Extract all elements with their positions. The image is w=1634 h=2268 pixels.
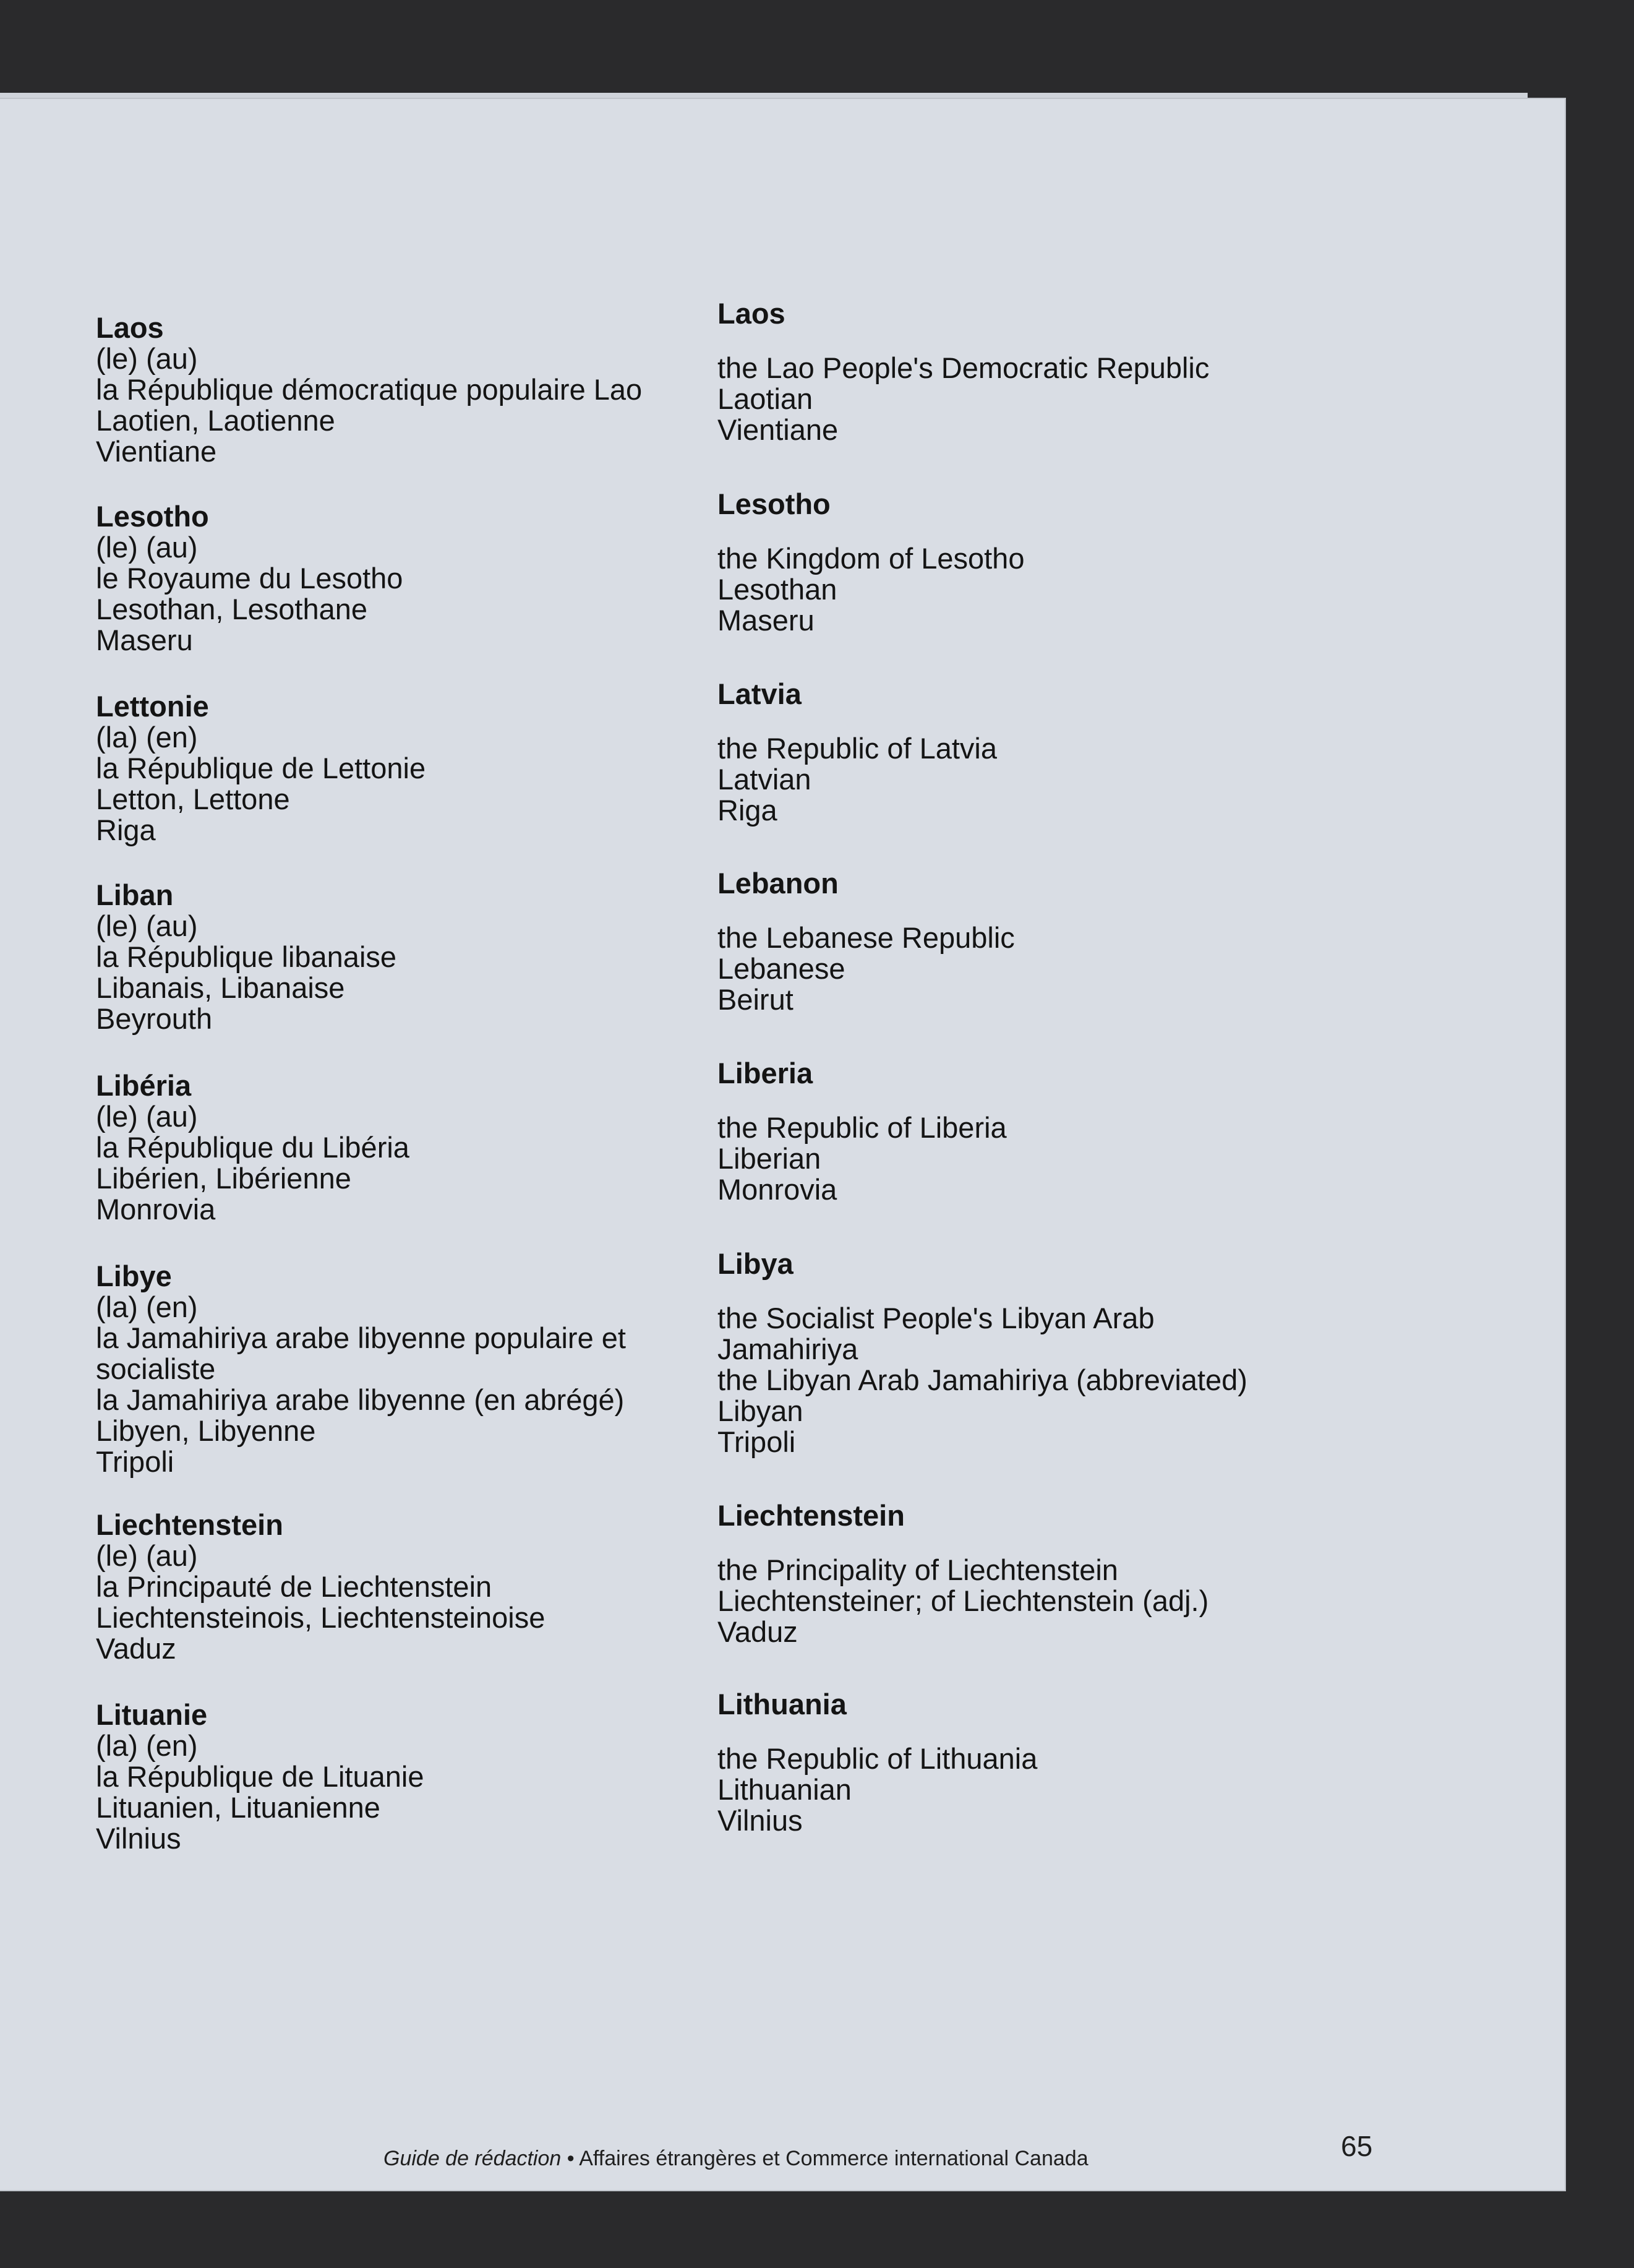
- country-name: Lithuania: [717, 1688, 847, 1720]
- entry-line: Monrovia: [96, 1193, 216, 1226]
- entry-line: socialiste: [96, 1352, 216, 1385]
- country-name: Lesotho: [717, 488, 831, 520]
- entry-line: the Kingdom of Lesotho: [717, 542, 1025, 575]
- entry-line: la République de Lettonie: [96, 752, 426, 784]
- entry-line: Laotian: [717, 382, 813, 415]
- entry-line: la Principauté de Liechtenstein: [96, 1570, 492, 1603]
- entry-line: Maseru: [96, 624, 193, 656]
- entry-line: la Jamahiriya arabe libyenne populaire et: [96, 1321, 626, 1354]
- entry-line: the Socialist People's Libyan Arab: [717, 1302, 1155, 1334]
- country-entry-en: [717, 1248, 1336, 1458]
- entry-line: Lebanese: [717, 952, 845, 985]
- entry-line: (le) (au): [96, 1539, 198, 1572]
- entry-line: la République de Lituanie: [96, 1760, 424, 1793]
- footer-guide-title: Guide de rédaction: [383, 2147, 562, 2170]
- entry-line: Vilnius: [96, 1822, 181, 1855]
- country-name: Lettonie: [96, 690, 209, 723]
- entry-line: Laotien, Laotienne: [96, 404, 335, 437]
- entry-line: la République démocratique populaire Lao: [96, 373, 643, 406]
- entry-line: Libanais, Libanaise: [96, 971, 345, 1004]
- entry-line: Tripoli: [96, 1445, 174, 1478]
- entry-line: (la) (en): [96, 1729, 198, 1762]
- entry-line: Vaduz: [96, 1632, 176, 1665]
- country-entry-fr: [96, 880, 714, 1034]
- entry-line: le Royaume du Lesotho: [96, 562, 403, 595]
- country-name: Laos: [717, 297, 785, 330]
- entry-line: (le) (au): [96, 909, 198, 942]
- entry-line: the Libyan Arab Jamahiriya (abbreviated): [717, 1364, 1247, 1396]
- footer-publisher: Affaires étrangères et Commerce international Canada: [579, 2147, 1089, 2170]
- entry-line: la République du Libéria: [96, 1131, 409, 1164]
- entry-line: the Lebanese Republic: [717, 921, 1015, 954]
- entry-line: Vientiane: [96, 435, 217, 468]
- country-entry-fr: [96, 1070, 714, 1225]
- country-name: Latvia: [717, 677, 802, 710]
- entry-line: (le) (au): [96, 1100, 198, 1133]
- entry-line: Lesothan: [717, 573, 837, 606]
- entry-line: Beyrouth: [96, 1002, 213, 1035]
- country-entry-en: [717, 298, 1336, 445]
- entry-line: the Lao People's Democratic Republic: [717, 351, 1210, 384]
- entry-line: Latvian: [717, 763, 811, 796]
- entry-line: Vilnius: [717, 1804, 803, 1837]
- entry-line: Lesothan, Lesothane: [96, 593, 368, 625]
- country-entry-fr: [96, 691, 714, 846]
- country-name: Libéria: [96, 1069, 192, 1102]
- entry-line: Libérien, Libérienne: [96, 1162, 351, 1195]
- entry-line: Jamahiriya: [717, 1333, 858, 1365]
- country-entry-en: [717, 1500, 1336, 1647]
- entry-line: Riga: [717, 794, 777, 827]
- entry-line: Maseru: [717, 604, 815, 637]
- country-name: Libye: [96, 1260, 172, 1292]
- entry-line: Lithuanian: [717, 1773, 852, 1806]
- entry-line: Riga: [96, 814, 156, 846]
- entry-line: the Republic of Latvia: [717, 732, 998, 765]
- entry-line: Vientiane: [717, 413, 839, 446]
- entry-line: la République libanaise: [96, 940, 397, 973]
- entry-line: Liechtensteiner; of Liechtenstein (adj.): [717, 1584, 1209, 1617]
- entry-line: (la) (en): [96, 1291, 198, 1323]
- page-number: 65: [1341, 2130, 1373, 2162]
- country-entry-en: [717, 1689, 1336, 1836]
- entry-line: the Republic of Liberia: [717, 1111, 1007, 1144]
- entry-line: la Jamahiriya arabe libyenne (en abrégé): [96, 1383, 625, 1416]
- entry-line: Beirut: [717, 983, 793, 1016]
- country-name: Lituanie: [96, 1698, 208, 1731]
- country-name: Laos: [96, 311, 164, 344]
- entry-line: Libyan: [717, 1394, 803, 1427]
- entry-line: the Principality of Liechtenstein: [717, 1553, 1118, 1586]
- country-entry-fr: [96, 312, 714, 467]
- entry-line: Letton, Lettone: [96, 783, 290, 815]
- entry-line: Lituanien, Lituanienne: [96, 1791, 380, 1824]
- document-page: [0, 99, 1565, 2190]
- country-entry-en: [717, 1058, 1336, 1205]
- country-entry-fr: [96, 1699, 714, 1854]
- country-name: Liechtenstein: [96, 1508, 283, 1541]
- country-name: Liban: [96, 878, 174, 911]
- entry-line: Monrovia: [717, 1173, 837, 1206]
- country-name: Libya: [717, 1247, 793, 1280]
- footer-separator: •: [561, 2147, 580, 2170]
- country-entry-en: [717, 868, 1336, 1015]
- country-entry-fr: [96, 1261, 714, 1477]
- country-name: Lebanon: [717, 867, 839, 900]
- entry-line: Libyen, Libyenne: [96, 1414, 316, 1447]
- entry-line: Liberian: [717, 1142, 821, 1175]
- country-entry-fr: [96, 501, 714, 656]
- entry-line: Vaduz: [717, 1615, 798, 1648]
- entry-line: (le) (au): [96, 342, 198, 375]
- page-footer: [383, 2147, 1089, 2171]
- entry-line: Liechtensteinois, Liechtensteinoise: [96, 1601, 545, 1634]
- entry-line: (le) (au): [96, 531, 198, 564]
- entry-line: Tripoli: [717, 1425, 796, 1458]
- entry-line: (la) (en): [96, 721, 198, 754]
- country-name: Lesotho: [96, 500, 209, 533]
- country-name: Liechtenstein: [717, 1499, 905, 1532]
- entry-line: the Republic of Lithuania: [717, 1742, 1038, 1775]
- country-entry-en: [717, 489, 1336, 636]
- country-entry-en: [717, 679, 1336, 826]
- country-name: Liberia: [717, 1057, 813, 1089]
- country-entry-fr: [96, 1510, 714, 1664]
